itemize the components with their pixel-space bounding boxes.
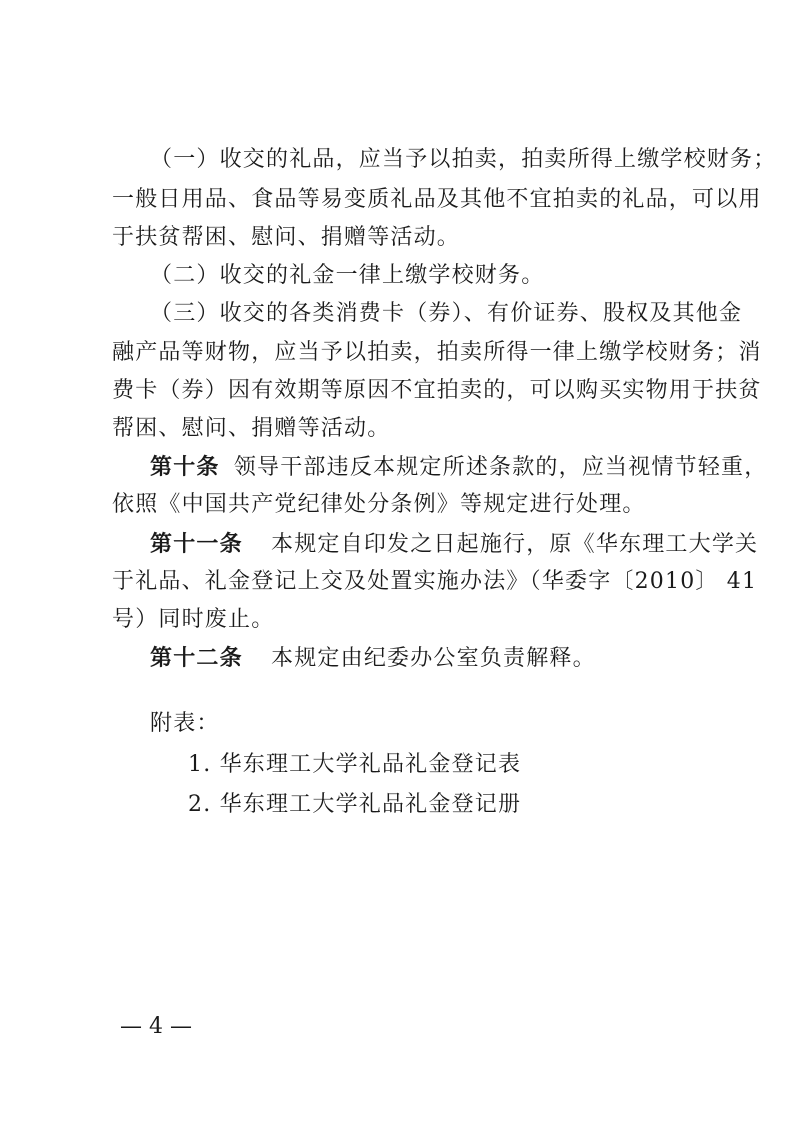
para-3-line-3: 费卡（券）因有效期等原因不宜拍卖的，可以购买实物用于扶贫 bbox=[112, 378, 762, 403]
para-3-line-1: （三）收交的各类消费卡（券）、有价证券、股权及其他金 bbox=[150, 301, 743, 326]
attachment-item-2: 2. 华东理工大学礼品礼金登记册 bbox=[188, 792, 522, 817]
article-10-text: 领导干部违反本规定所述条款的，应当视情节轻重， bbox=[233, 455, 768, 480]
article-10-line-1 bbox=[150, 454, 767, 481]
article-12-heading: 第十二条 bbox=[150, 645, 243, 671]
attachments-label: 附表： bbox=[150, 711, 220, 736]
para-3-line-2: 融产品等财物，应当予以拍卖，拍卖所得一律上缴学校财务；消 bbox=[112, 340, 762, 365]
article-11-line-3: 号）同时废止。 bbox=[112, 607, 275, 632]
article-12-line-1 bbox=[150, 645, 596, 672]
article-10-heading: 第十条 bbox=[150, 454, 220, 480]
para-3-line-4: 帮困、慰问、捐赠等活动。 bbox=[112, 416, 391, 441]
article-11-line-1 bbox=[150, 531, 758, 558]
article-11-line-2: 于礼品、礼金登记上交及处置实施办法》（华委字〔2010〕 41 bbox=[112, 569, 758, 594]
para-1-line-3: 于扶贫帮困、慰问、捐赠等活动。 bbox=[112, 225, 461, 250]
article-12-text: 本规定由纪委办公室负责解释。 bbox=[271, 646, 596, 671]
article-11-text: 本规定自印发之日起施行，原《华东理工大学关 bbox=[271, 532, 759, 557]
article-11-heading: 第十一条 bbox=[150, 531, 243, 557]
para-2-line-1: （二）收交的礼金一律上缴学校财务。 bbox=[150, 263, 545, 288]
article-10-line-2: 依照《中国共产党纪律处分条例》等规定进行处理。 bbox=[112, 492, 646, 517]
para-1-line-1: （一）收交的礼品，应当予以拍卖，拍卖所得上缴学校财务； bbox=[150, 147, 777, 172]
para-1-line-2: 一般日用品、食品等易变质礼品及其他不宜拍卖的礼品，可以用 bbox=[112, 187, 762, 212]
page-number: — 4 — bbox=[120, 1014, 192, 1039]
attachment-item-1: 1. 华东理工大学礼品礼金登记表 bbox=[188, 752, 522, 777]
